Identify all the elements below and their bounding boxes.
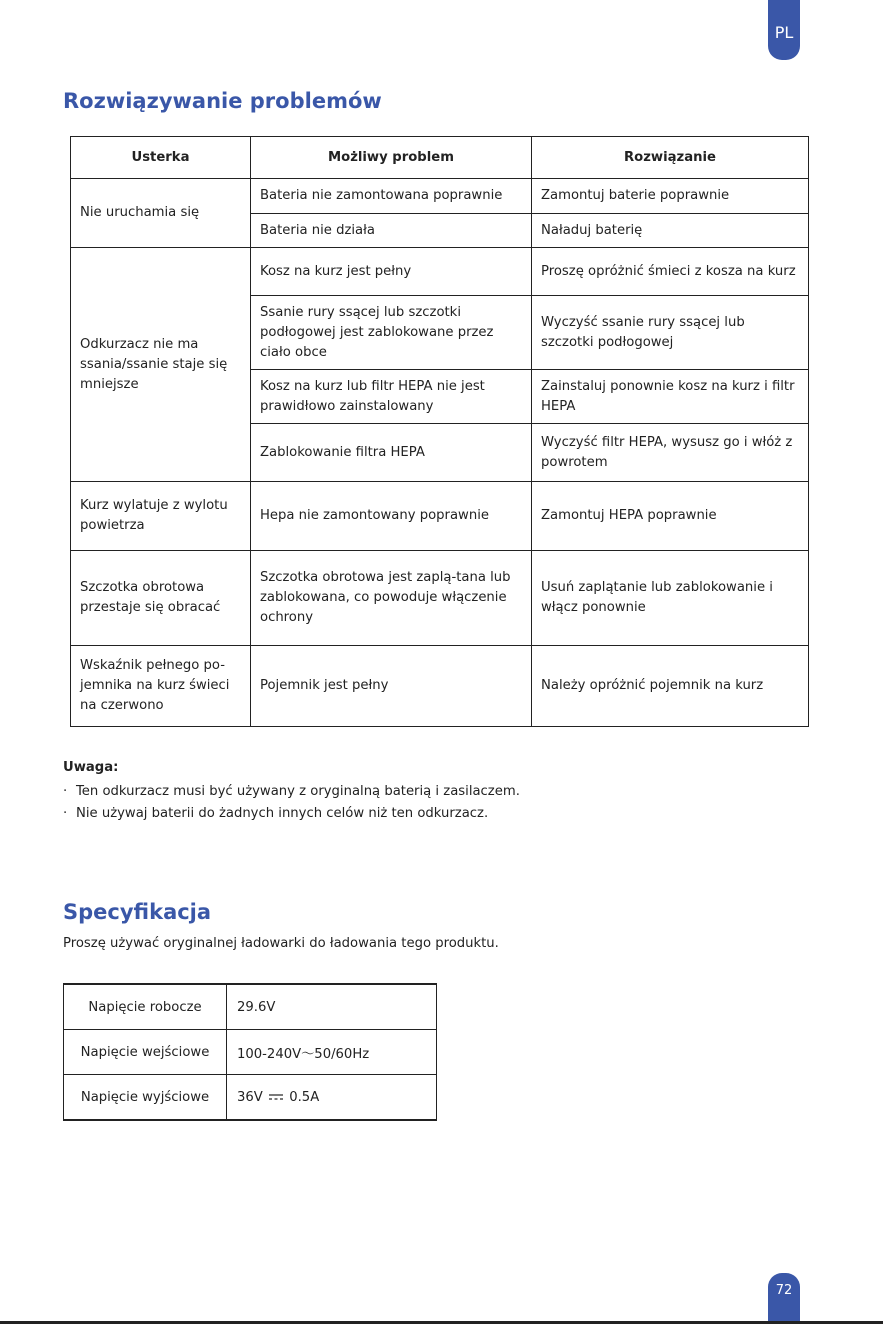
- note-title: Uwaga:: [63, 760, 119, 775]
- table-row: [71, 482, 809, 551]
- problem-cell: Zablokowanie filtra HEPA: [251, 424, 532, 482]
- dc-current-icon: [269, 1093, 283, 1101]
- fault-cell: Kurz wylatuje z wylotu powietrza: [71, 482, 251, 551]
- spec-label: Napięcie wyjściowe: [64, 1075, 227, 1121]
- header-solution: Rozwiązanie: [532, 137, 809, 179]
- table-row: [64, 984, 437, 1030]
- solution-cell: Wyczyść filtr HEPA, wysusz go i włóż z powrotem: [532, 424, 809, 482]
- spec-value-current: 0.5A: [289, 1089, 320, 1105]
- table-row: [71, 551, 809, 646]
- header-fault: Usterka: [71, 137, 251, 179]
- problem-cell: Pojemnik jest pełny: [251, 646, 532, 727]
- problem-cell: Kosz na kurz lub filtr HEPA nie jest prawidłowo zainstalowany: [251, 370, 532, 424]
- table-row: [71, 248, 809, 296]
- table-header-row: [71, 137, 809, 179]
- table-row: [64, 1030, 437, 1075]
- spec-label: Napięcie wejściowe: [64, 1030, 227, 1075]
- note-section: [63, 757, 520, 825]
- troubleshooting-table: [70, 136, 809, 727]
- problem-cell: Bateria nie zamontowana poprawnie: [251, 179, 532, 214]
- fault-cell: Wskaźnik pełnego po-jemnika na kurz świeci na czerwono: [71, 646, 251, 727]
- note-list: [63, 781, 520, 825]
- page-number: 72: [768, 1273, 800, 1321]
- problem-cell: Ssanie rury ssącej lub szczotki podłogowej jest zablokowane przez ciało obce: [251, 296, 532, 370]
- solution-cell: Zamontuj HEPA poprawnie: [532, 482, 809, 551]
- list-item: · Ten odkurzacz musi być używany z oryginalną baterią i zasilaczem.: [63, 781, 520, 803]
- problem-cell: Hepa nie zamontowany poprawnie: [251, 482, 532, 551]
- fault-cell: Szczotka obrotowa przestaje się obracać: [71, 551, 251, 646]
- solution-cell: Zamontuj baterie poprawnie: [532, 179, 809, 214]
- solution-cell: Należy opróżnić pojemnik na kurz: [532, 646, 809, 727]
- solution-cell: Wyczyść ssanie rury ssącej lub szczotki podłogowej: [532, 296, 809, 370]
- solution-cell: Usuń zaplątanie lub zablokowanie i włącz ponownie: [532, 551, 809, 646]
- table-row: [71, 646, 809, 727]
- problem-cell: Bateria nie działa: [251, 214, 532, 248]
- header-problem: Możliwy problem: [251, 137, 532, 179]
- troubleshooting-title: Rozwiązywanie problemów: [63, 89, 382, 113]
- spec-value: [227, 1075, 437, 1121]
- solution-cell: Proszę opróżnić śmieci z kosza na kurz: [532, 248, 809, 296]
- spec-value: 100-240V～50/60Hz: [227, 1030, 437, 1075]
- spec-label: Napięcie robocze: [64, 984, 227, 1030]
- table-row: [64, 1075, 437, 1121]
- problem-cell: Szczotka obrotowa jest zaplą-tana lub zablokowana, co powoduje włączenie ochrony: [251, 551, 532, 646]
- fault-cell: Odkurzacz nie ma ssania/ssanie staje się mniejsze: [71, 248, 251, 482]
- specs-intro: Proszę używać oryginalnej ładowarki do ładowania tego produktu.: [63, 936, 499, 951]
- specs-table: [63, 983, 437, 1121]
- solution-cell: Naładuj baterię: [532, 214, 809, 248]
- specs-title: Specyfikacja: [63, 900, 212, 924]
- language-tab: PL: [768, 0, 800, 60]
- spec-value-voltage: 36V: [237, 1089, 263, 1105]
- solution-cell: Zainstaluj ponownie kosz na kurz i filtr HEPA: [532, 370, 809, 424]
- spec-value: 29.6V: [227, 984, 437, 1030]
- problem-cell: Kosz na kurz jest pełny: [251, 248, 532, 296]
- table-row: [71, 179, 809, 214]
- fault-cell: Nie uruchamia się: [71, 179, 251, 248]
- list-item: · Nie używaj baterii do żadnych innych celów niż ten odkurzacz.: [63, 803, 520, 825]
